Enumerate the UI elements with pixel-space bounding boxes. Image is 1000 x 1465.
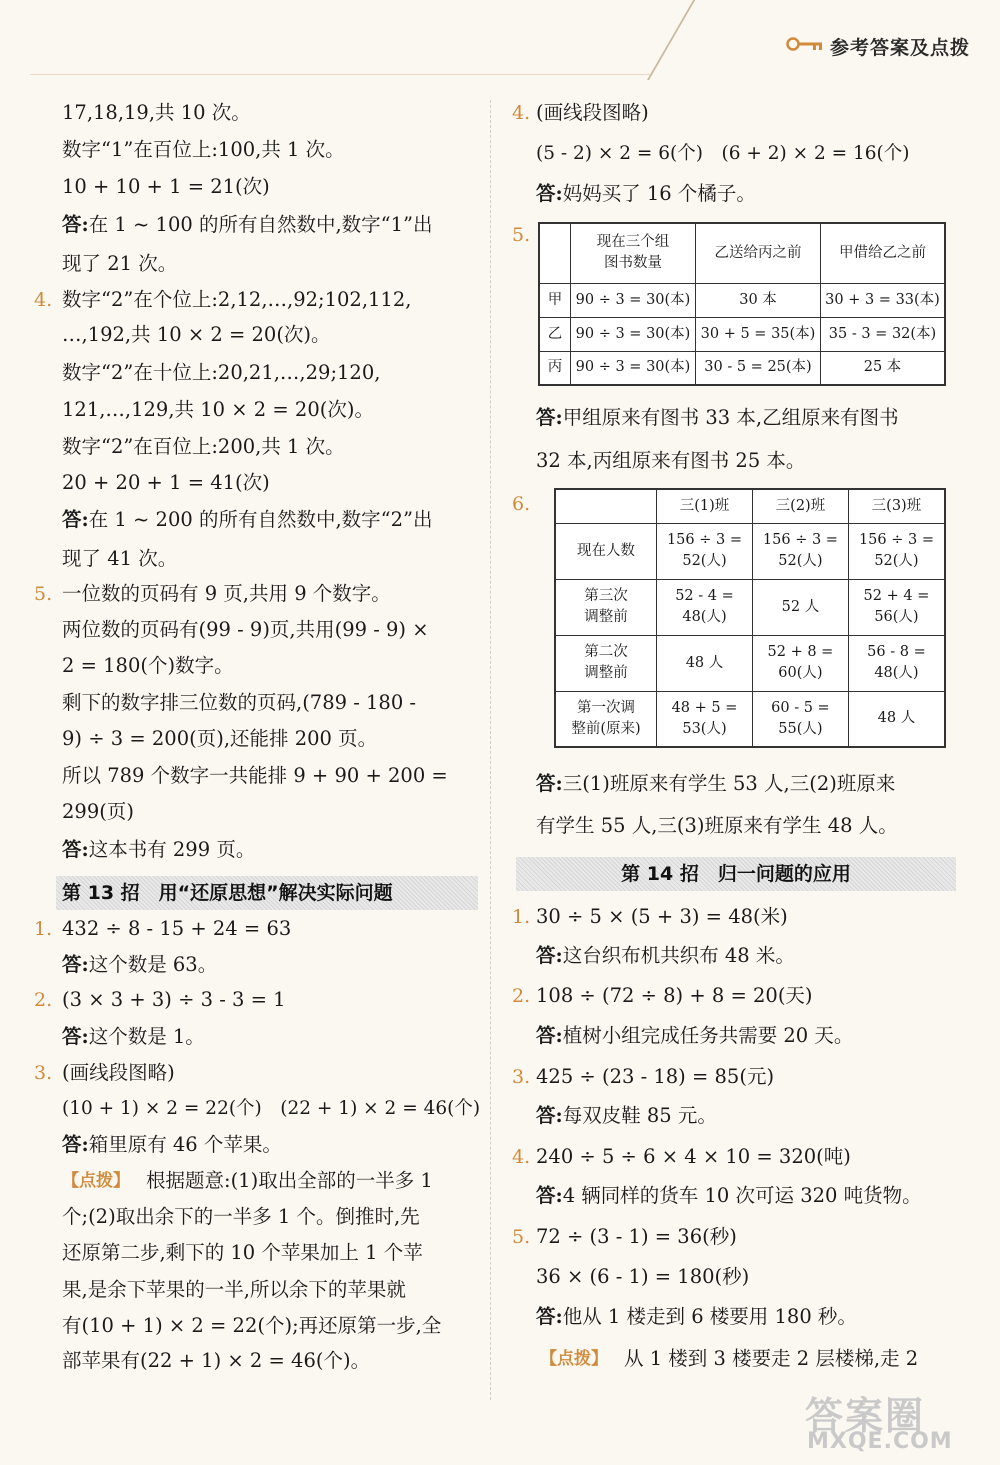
answer-prefix: 答: [536,944,563,967]
answer-prefix: 答: [536,1184,563,1207]
text-line: 一位数的页码有 9 页,共用 9 个数字。 [62,582,391,605]
text-line: 数字“2”在十位上:20,21,…,29;120, [62,361,381,384]
text-line: 17,18,19,共 10 次。 [62,101,251,124]
answer-prefix: 答: [536,1305,563,1328]
question-number: 1. [512,906,531,928]
answer-prefix: 答: [62,508,89,531]
equation-line: (5 - 2) × 2 = 6(个) (6 + 2) × 2 = 16(个) [536,143,910,164]
section-heading-14: 第 14 招 归一问题的应用 [516,857,956,891]
table-cell: 30 本 [696,283,821,317]
tip-label: 【点拨】 [540,1349,608,1369]
text-line: 剩下的数字排三位数的页码,(789 - 180 - [62,691,417,714]
equation-line: 30 ÷ 5 × (5 + 3) = 48(米) [536,905,788,928]
row-label: 第二次 调整前 [555,635,657,691]
tip-line: 个;(2)取出余下的一半多 1 个。倒推时,先 [62,1205,420,1228]
header-title: 参考答案及点拨 [830,37,971,59]
row-label: 现在人数 [555,523,657,579]
question-number: 6. [512,493,531,515]
tip-line: 部苹果有(22 + 1) × 2 = 46(个)。 [62,1349,371,1372]
tip-line: 果,是余下苹果的一半,所以余下的苹果就 [62,1278,406,1301]
answer-line: 现了 41 次。 [62,547,178,570]
text-line: (画线段图略) [62,1061,175,1084]
header-rule [30,74,650,75]
books-table [538,222,946,386]
answer-line: 答:4 辆同样的货车 10 次可运 320 吨货物。 [536,1184,922,1207]
column-divider [490,100,491,1400]
table-corner [539,223,571,283]
text-line: 9) ÷ 3 = 200(页),还能排 200 页。 [62,727,378,750]
answer-line: 答:妈妈买了 16 个橘子。 [536,182,756,205]
row-label: 乙 [539,317,571,351]
table-cell: 52 + 8 = 60(人) [752,635,848,691]
table-cell: 48 + 5 = 53(人) [657,691,753,747]
question-number: 5. [512,224,531,246]
tip-line: 还原第二步,剩下的 10 个苹果加上 1 个苹 [62,1241,423,1264]
tip-line: 从 1 楼到 3 楼要走 2 层楼梯,走 2 [624,1347,919,1370]
answer-prefix: 答: [62,213,89,236]
table-cell: 156 ÷ 3 = 52(人) [848,523,945,579]
question-number: 1. [34,918,53,940]
row-label: 丙 [539,351,571,385]
text-line: 两位数的页码有(99 - 9)页,共用(99 - 9) × [62,618,429,641]
table-corner [555,489,657,523]
table-cell: 35 - 3 = 32(本) [821,317,946,351]
text-line: 20 + 20 + 1 = 41(次) [62,471,270,494]
table-cell: 30 + 3 = 33(本) [821,283,946,317]
answer-line: 答:这个数是 63。 [62,953,218,976]
answer-line: 答:这个数是 1。 [62,1025,205,1048]
table-cell: 90 ÷ 3 = 30(本) [571,351,696,385]
answer-prefix: 答: [536,1104,563,1127]
table-header: 甲借给乙之前 [821,223,946,283]
table-header: 现在三个组 图书数量 [571,223,696,283]
text-line: 2 = 180(个)数字。 [62,654,234,677]
watermark-logo: 答案圈 [805,1394,926,1438]
text-line: 299(页) [62,800,134,823]
table-cell: 30 - 5 = 25(本) [696,351,821,385]
header-divider [647,0,695,80]
equation-line: 108 ÷ (72 ÷ 8) + 8 = 20(天) [536,984,813,1007]
table-cell: 156 ÷ 3 = 52(人) [657,523,753,579]
students-table [554,488,946,748]
equation-line: 432 ÷ 8 - 15 + 24 = 63 [62,917,292,940]
question-number: 2. [512,985,531,1007]
tip-label: 【点拨】 [62,1171,130,1191]
table-cell: 52 - 4 = 48(人) [657,579,753,635]
row-label: 甲 [539,283,571,317]
answer-prefix: 答: [62,953,89,976]
text-line: 所以 789 个数字一共能排 9 + 90 + 200 = [62,764,448,787]
answer-line: 答:箱里原有 46 个苹果。 [62,1133,282,1156]
answer-prefix: 答: [62,1025,89,1048]
question-number: 4. [512,102,531,124]
key-icon [786,36,826,52]
text-line: 121,…,129,共 10 × 2 = 20(次)。 [62,398,374,421]
table-cell: 25 本 [821,351,946,385]
answer-prefix: 答: [62,838,89,861]
answer-prefix: 答: [536,772,563,795]
table-cell: 156 ÷ 3 = 52(人) [752,523,848,579]
table-header: 三(3)班 [848,489,945,523]
question-number: 5. [512,1226,531,1248]
question-number: 4. [34,289,53,311]
table-cell: 90 ÷ 3 = 30(本) [571,317,696,351]
answer-prefix: 答: [536,182,563,205]
answer-line: 有学生 55 人,三(3)班原来有学生 48 人。 [536,814,898,837]
answer-line: 答:甲组原来有图书 33 本,乙组原来有图书 [536,406,899,429]
watermark [805,1385,990,1457]
answer-prefix: 答: [536,406,563,429]
tip-line: 根据题意:(1)取出全部的一半多 1 [146,1169,433,1192]
equation-line: 36 × (6 - 1) = 180(秒) [536,1265,750,1288]
table-cell: 52 人 [752,579,848,635]
table-cell: 90 ÷ 3 = 30(本) [571,283,696,317]
table-cell: 52 + 4 = 56(人) [848,579,945,635]
page-header [0,0,1000,80]
row-label: 第一次调 整前(原来) [555,691,657,747]
text-line: …,192,共 10 × 2 = 20(次)。 [62,323,331,346]
answer-line: 答:这台织布机共织布 48 米。 [536,944,795,967]
answer-line: 答:每双皮鞋 85 元。 [536,1104,717,1127]
table-cell: 30 + 5 = 35(本) [696,317,821,351]
equation-line: (10 + 1) × 2 = 22(个) (22 + 1) × 2 = 46(个) [62,1098,481,1119]
equation-line: (3 × 3 + 3) ÷ 3 - 3 = 1 [62,988,286,1011]
question-number: 3. [34,1062,53,1084]
answer-line: 答:在 1 ~ 200 的所有自然数中,数字“2”出 [62,508,433,531]
answer-line: 答:三(1)班原来有学生 53 人,三(2)班原来 [536,772,896,795]
equation-line: 425 ÷ (23 - 18) = 85(元) [536,1065,775,1088]
table-header: 三(1)班 [657,489,753,523]
table-header: 乙送给丙之前 [696,223,821,283]
answer-line: 答:在 1 ~ 100 的所有自然数中,数字“1”出 [62,213,433,236]
answer-prefix: 答: [536,1024,563,1047]
text-line: (画线段图略) [536,101,649,124]
watermark-url: MXQE.COM [807,1429,953,1454]
answer-line: 答:植树小组完成任务共需要 20 天。 [536,1024,854,1047]
table-header: 三(2)班 [752,489,848,523]
question-number: 5. [34,583,53,605]
answer-line: 答:这本书有 299 页。 [62,838,256,861]
question-number: 2. [34,989,53,1011]
answer-prefix: 答: [62,1133,89,1156]
equation-line: 72 ÷ (3 - 1) = 36(秒) [536,1225,737,1248]
text-line: 数字“1”在百位上:100,共 1 次。 [62,138,345,161]
answer-line: 32 本,丙组原来有图书 25 本。 [536,449,806,472]
table-cell: 48 人 [657,635,753,691]
text-line: 数字“2”在百位上:200,共 1 次。 [62,435,345,458]
question-number: 3. [512,1066,531,1088]
answer-line: 现了 21 次。 [62,252,178,275]
table-cell: 48 人 [848,691,945,747]
answer-line: 答:他从 1 楼走到 6 楼要用 180 秒。 [536,1305,857,1328]
row-label: 第三次 调整前 [555,579,657,635]
tip-line: 有(10 + 1) × 2 = 22(个);再还原第一步,全 [62,1314,442,1337]
question-number: 4. [512,1146,531,1168]
section-heading-13: 第 13 招 用“还原思想”解决实际问题 [56,876,478,910]
table-cell: 56 - 8 = 48(人) [848,635,945,691]
text-line: 数字“2”在个位上:2,12,…,92;102,112, [62,288,412,311]
equation-line: 240 ÷ 5 ÷ 6 × 4 × 10 = 320(吨) [536,1145,851,1168]
table-cell: 60 - 5 = 55(人) [752,691,848,747]
text-line: 10 + 10 + 1 = 21(次) [62,175,270,198]
